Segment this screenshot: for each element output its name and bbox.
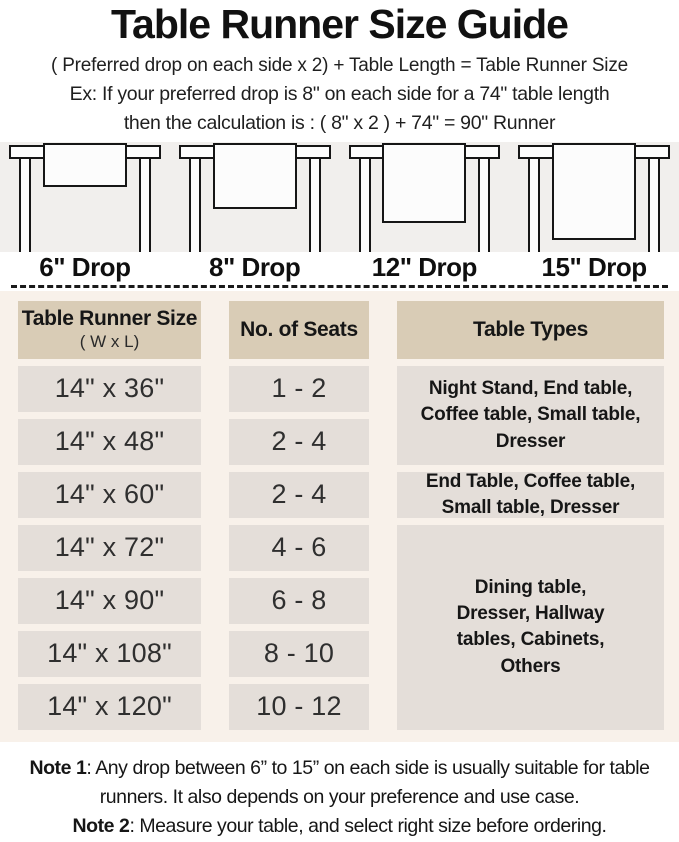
table-types-group-large <box>397 525 664 730</box>
table-row-size <box>18 684 201 730</box>
runner-graphic <box>213 143 297 209</box>
table-row-seats <box>229 631 369 677</box>
drop-label-6in: 6" Drop <box>39 251 131 282</box>
runner-graphic <box>552 143 636 240</box>
note-2-label: Note 2 <box>72 815 130 838</box>
drop-label-12in: 12" Drop <box>371 251 477 282</box>
types-text: Night Stand, End table, Coffee table, Small table, Dresser <box>420 378 641 452</box>
column-header-size-sublabel: ( W x L) <box>79 332 140 352</box>
column-header-types-label: Table Types <box>473 317 588 341</box>
seats-value: 4 - 6 <box>271 532 327 563</box>
size-guide-table <box>0 291 679 742</box>
example-line-1: Ex: If your preferred drop is 8" on each side for a 74" table length <box>69 82 610 105</box>
table-leg-graphic <box>309 157 321 252</box>
drop-illustrations <box>0 142 679 252</box>
table-leg-graphic <box>139 157 151 252</box>
seats-value: 1 - 2 <box>271 373 327 404</box>
header <box>0 0 679 135</box>
table-row-seats <box>229 525 369 571</box>
table-types-group-small <box>397 366 664 465</box>
footnotes <box>0 742 679 842</box>
table-row-size <box>18 472 201 518</box>
table-leg-graphic <box>648 157 660 252</box>
table-row-seats <box>229 419 369 465</box>
table-illustration-6in <box>0 142 170 252</box>
runner-graphic <box>43 143 127 187</box>
column-header-seats <box>229 301 369 359</box>
size-value: 14" x 108" <box>47 638 172 669</box>
table-row-size <box>18 419 201 465</box>
drop-labels-row <box>0 252 679 283</box>
dashed-divider <box>11 285 668 288</box>
table-row-size <box>18 366 201 412</box>
size-value: 14" x 72" <box>54 532 165 563</box>
table-row-size <box>18 631 201 677</box>
column-header-size-label: Table Runner Size <box>21 307 198 331</box>
note-2 <box>2 812 677 841</box>
note-1-label: Note 1 <box>29 756 87 779</box>
size-value: 14" x 60" <box>54 479 165 510</box>
seats-value: 6 - 8 <box>271 585 327 616</box>
table-row-seats <box>229 366 369 412</box>
table-leg-graphic <box>189 157 201 252</box>
table-types-group-medium <box>397 472 664 518</box>
seats-value: 8 - 10 <box>263 638 335 669</box>
table-row-size <box>18 578 201 624</box>
formula-line: ( Preferred drop on each side x 2) + Table Length = Table Runner Size <box>51 54 628 76</box>
drop-label-8in: 8" Drop <box>209 251 301 282</box>
table-row-seats <box>229 684 369 730</box>
column-header-size <box>18 301 201 359</box>
column-header-seats-label: No. of Seats <box>240 317 358 341</box>
table-illustration-8in <box>170 142 340 252</box>
table-leg-graphic <box>528 157 540 252</box>
note-2-text: : Measure your table, and select right size before ordering. <box>129 815 607 838</box>
table-leg-graphic <box>359 157 371 252</box>
runner-graphic <box>382 143 466 223</box>
table-illustration-15in <box>509 142 679 252</box>
types-text: End Table, Coffee table, Small table, Dresser <box>425 470 636 518</box>
note-1-text: : Any drop between 6” to 15” on each side is usually suitable for table runners. It also depends on your preference and use case. <box>86 756 650 809</box>
table-leg-graphic <box>19 157 31 252</box>
table-leg-graphic <box>478 157 490 252</box>
seats-value: 2 - 4 <box>271 479 327 510</box>
table-row-seats <box>229 472 369 518</box>
note-1 <box>2 754 677 813</box>
seats-value: 2 - 4 <box>271 426 327 457</box>
size-value: 14" x 36" <box>54 373 165 404</box>
table-row-size <box>18 525 201 571</box>
column-header-types <box>397 301 664 359</box>
table-row-seats <box>229 578 369 624</box>
size-value: 14" x 120" <box>47 691 172 722</box>
page-title: Table Runner Size Guide <box>111 1 568 47</box>
types-text: Dining table, Dresser, Hallway tables, Cabinets, Others <box>456 576 605 677</box>
example-line-2: then the calculation is : ( 8" x 2 ) + 74" = 90" Runner <box>123 111 556 134</box>
size-value: 14" x 90" <box>54 585 165 616</box>
size-value: 14" x 48" <box>54 426 165 457</box>
drop-label-15in: 15" Drop <box>541 251 647 282</box>
table-illustration-12in <box>340 142 510 252</box>
seats-value: 10 - 12 <box>256 691 342 722</box>
